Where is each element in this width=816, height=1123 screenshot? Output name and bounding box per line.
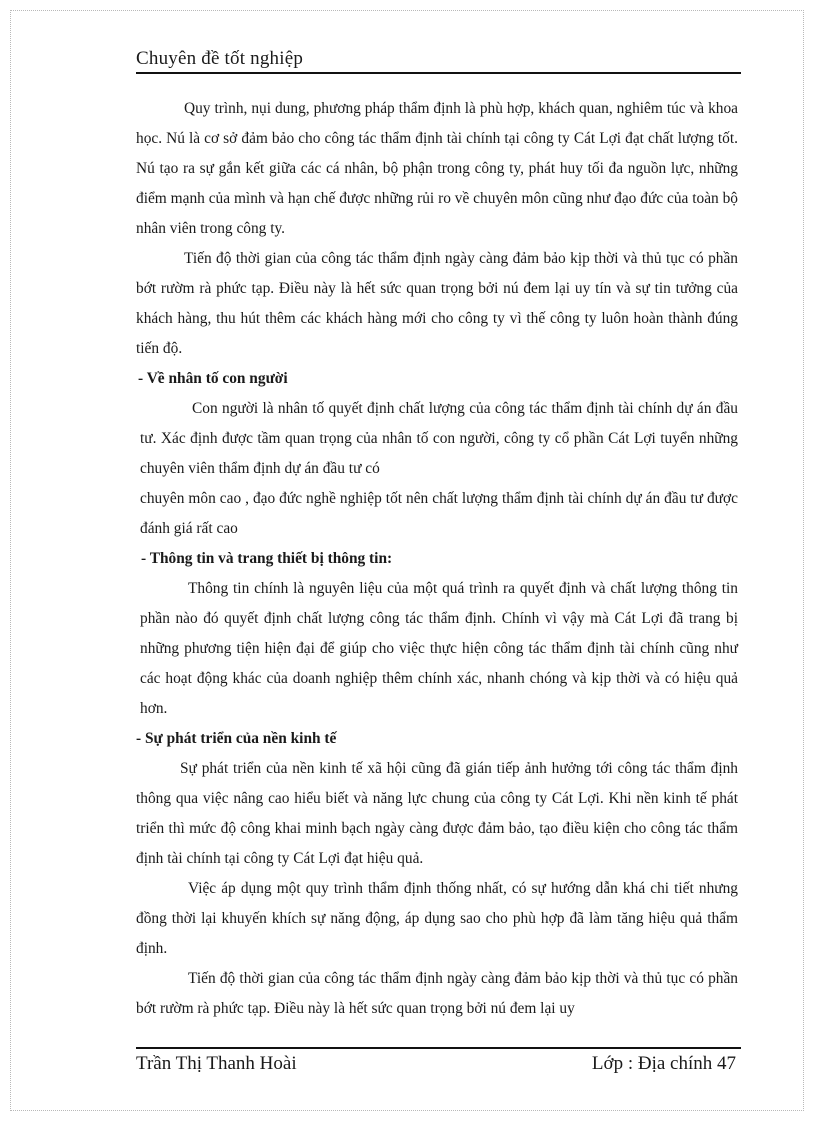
paragraph-human-factor-cont: chuyên môn cao , đạo đức nghề nghiệp tốt nên chất lượng thẩm định tài chính dự án đầu tư được đánh giá rất cao <box>140 490 738 537</box>
heading-economy: - Sự phát triển của nền kinh tế <box>136 730 337 747</box>
footer-divider <box>136 1047 741 1049</box>
paragraph-procedure: Quy trình, nụi dung, phương pháp thẩm định là phù hợp, khách quan, nghiêm túc và khoa học. Nú là cơ sở đảm bảo cho công tác thẩm định tài chính tại công ty Cát Lợi đạt chất lượng tốt. Nú tạo ra sự gắn kết giữa các cá nhân, bộ phận trong công ty, phát huy tối đa nguồn lực, những điểm mạnh của mình và hạn chế được những rủi ro về chuyên môn cũng như đạo đức của toàn bộ nhân viên trong công ty. <box>136 100 738 237</box>
paragraph-human-factor: Con người là nhân tố quyết định chất lượng của công tác thẩm định tài chính dự án đầu tư. Xác định được tầm quan trọng của nhân tố con người, công ty cổ phần Cát Lợi tuyển những chuyên viên thẩm định dự án đầu tư có <box>140 400 738 477</box>
paragraph-timeliness: Tiến độ thời gian của công tác thẩm định ngày càng đảm bảo kịp thời và thủ tục có phần bớt rườm rà phức tạp. Điều này là hết sức quan trọng bởi nú đem lại uy tín và sự tin tưởng của khách hàng, thu hút thêm các khách hàng mới cho công ty vì thế công ty luôn hoàn thành đúng tiến độ. <box>136 250 738 357</box>
footer-class: Lớp : Địa chính 47 <box>591 1053 736 1074</box>
paragraph-economy: Sự phát triển của nền kinh tế xã hội cũng đã gián tiếp ảnh hưởng tới công tác thẩm định thông qua việc nâng cao hiểu biết và năng lực chung của công ty Cát Lợi. Khi nền kinh tế phát triển thì mức độ công khai minh bạch ngày càng được đảm bảo, tạo điều kiện cho công tác thẩm định tài chính tại công ty Cát Lợi đạt hiệu quả. <box>136 760 738 867</box>
page-header-title: Chuyên đề tốt nghiệp <box>136 48 304 69</box>
paragraph-information: Thông tin chính là nguyên liệu của một quá trình ra quyết định và chất lượng thông tin phần nào đó quyết định chất lượng công tác thẩm định. Chính vì vậy mà Cát Lợi đã trang bị những phương tiện hiện đại để giúp cho việc thực hiện công tác thẩm định tài chính cũng như các hoạt động khác của doanh nghiệp thêm chính xác, nhanh chóng và kịp thời và có hiệu quả hơn. <box>140 580 738 717</box>
heading-human-factor: - Về nhân tố con người <box>138 370 288 387</box>
heading-information: - Thông tin và trang thiết bị thông tin: <box>141 550 393 567</box>
footer-author: Trần Thị Thanh Hoài <box>136 1053 297 1074</box>
paragraph-unified-procedure: Việc áp dụng một quy trình thẩm định thống nhất, có sự hướng dẫn khá chi tiết nhưng đồng thời lại khuyến khích sự năng động, áp dụng sao cho phù hợp đã làm tăng hiệu quả thẩm định. <box>136 880 738 957</box>
paragraph-timeliness-repeat: Tiến độ thời gian của công tác thẩm định ngày càng đảm bảo kịp thời và thủ tục có phần bớt rườm rà phức tạp. Điều này là hết sức quan trọng bởi nú đem lại uy <box>136 970 738 1017</box>
header-divider <box>136 72 741 74</box>
document-body <box>136 94 738 1024</box>
